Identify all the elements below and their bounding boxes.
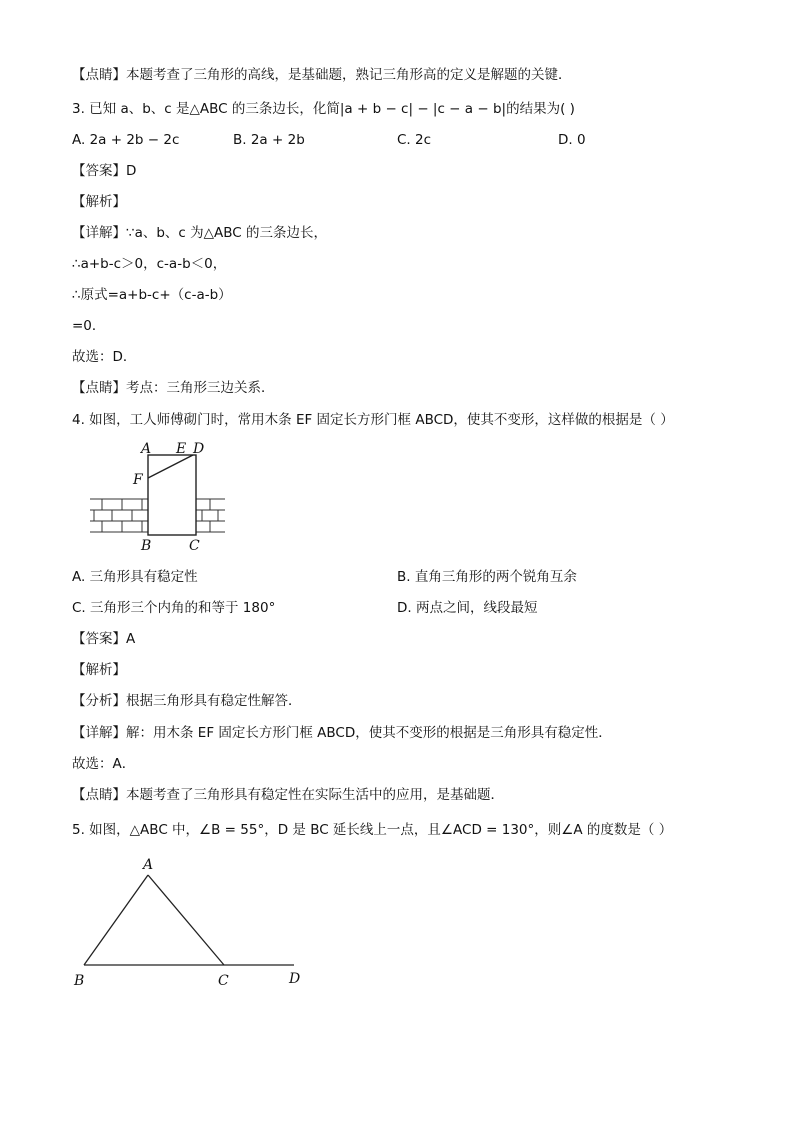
label-e: E (176, 441, 187, 457)
q3-detail: 【详解】∵a、b、c 为△ABC 的三条边长， (72, 225, 328, 241)
q4-stem: 4. 如图，工人师傅砌门时，常用木条 EF 固定长方形门框 ABCD，使其不变形，这样做的根据是（ ） (72, 412, 674, 428)
door-frame-rectangle (148, 455, 196, 535)
q3-tip: 【点睛】考点：三角形三边关系． (72, 380, 275, 396)
brick-wall-left (90, 499, 148, 532)
q4-tip: 【点睛】本题考查了三角形具有稳定性在实际生活中的应用，是基础题． (72, 787, 504, 803)
label-b: B (141, 538, 152, 554)
q4-analysis: 【解析】 (72, 662, 126, 678)
q4-detail: 【详解】解：用木条 EF 固定长方形门框 ABCD，使其不变形的根据是三角形具有稳定性． (72, 725, 612, 741)
q4-option-d: D. 两点之间，线段最短 (397, 600, 538, 616)
q3-option-b: B. 2a + 2b (233, 132, 305, 148)
q4-choose: 故选：A． (72, 756, 136, 772)
q3-step3: =0． (72, 318, 106, 334)
door-frame-figure (88, 438, 233, 558)
q4-answer: 【答案】A (72, 631, 136, 647)
q4-option-a: A. 三角形具有稳定性 (72, 569, 198, 585)
label-c: C (189, 538, 200, 554)
q3-answer: 【答案】D (72, 163, 137, 179)
q4-option-c: C. 三角形三个内角的和等于 180° (72, 600, 276, 616)
side-ab (84, 875, 148, 965)
q3-analysis: 【解析】 (72, 194, 126, 210)
q4-option-b: B. 直角三角形的两个锐角互余 (397, 569, 577, 585)
q3-step1: ∴a+b-c＞0，c-a-b＜0， (72, 256, 227, 272)
q3-choose: 故选：D． (72, 349, 137, 365)
q3-option-a: A. 2a + 2b − 2c (72, 132, 180, 148)
label-d: D (193, 441, 205, 457)
label-a: A (141, 441, 152, 457)
label-b: B (74, 973, 85, 989)
side-ac (148, 875, 224, 965)
label-c: C (218, 973, 229, 989)
label-f: F (133, 472, 143, 488)
label-d: D (289, 971, 301, 987)
label-a: A (143, 857, 154, 873)
q2-tip: 【点睛】本题考查了三角形的高线，是基础题，熟记三角形高的定义是解题的关键． (72, 67, 572, 83)
q3-stem: 3. 已知 a、b、c 是△ABC 的三条边长，化简|a + b − c| − |c − a − b|的结果为( ) (72, 101, 575, 117)
q4-fenxi: 【分析】根据三角形具有稳定性解答． (72, 693, 302, 709)
q3-option-c: C. 2c (397, 132, 432, 148)
q3-option-d: D. 0 (558, 132, 586, 148)
q3-step2: ∴原式=a+b-c+（c-a-b） (72, 287, 232, 303)
q5-stem: 5. 如图，△ABC 中，∠B = 55°，D 是 BC 延长线上一点，且∠ACD = 130°，则∠A 的度数是（ ） (72, 822, 673, 838)
triangle-figure (66, 852, 316, 997)
brick-wall-right (196, 499, 225, 532)
